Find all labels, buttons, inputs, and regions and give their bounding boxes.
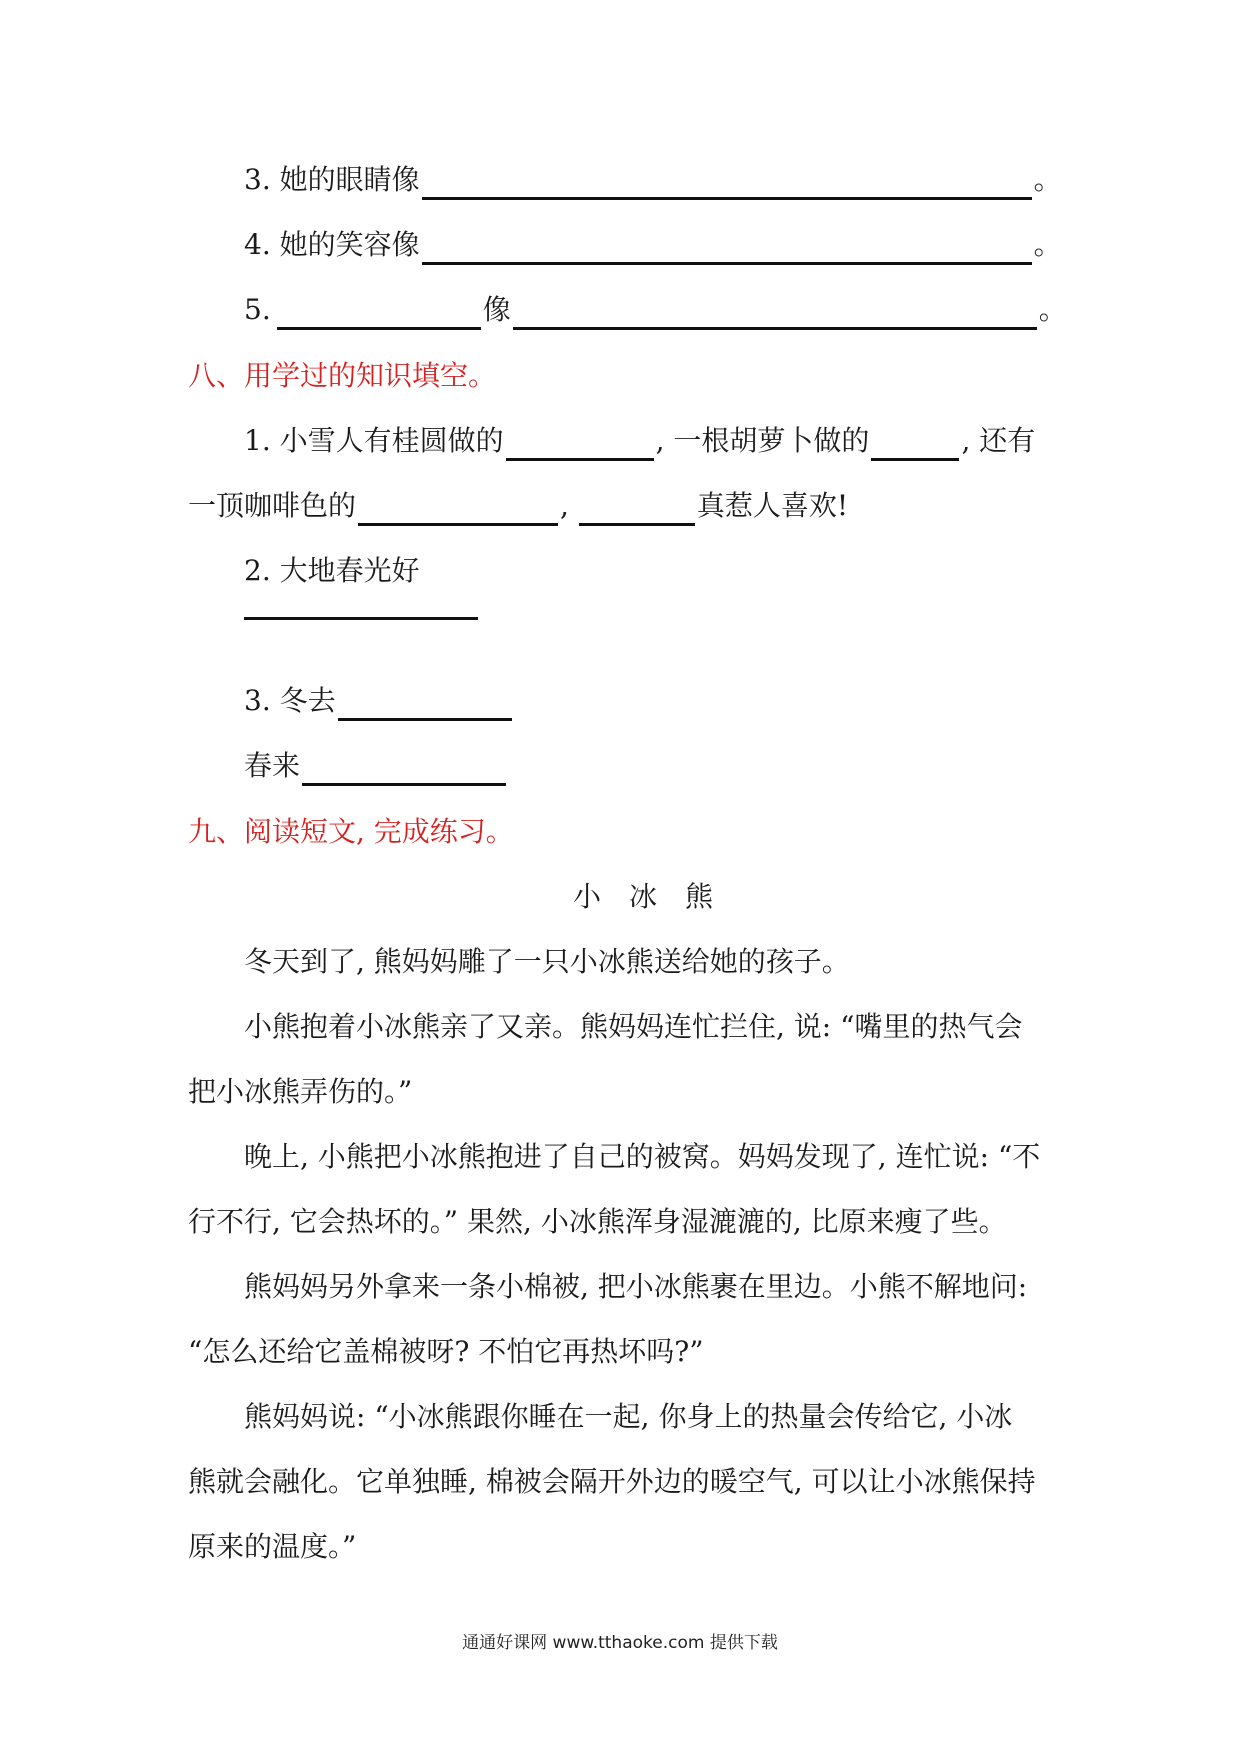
q3-line1-text: 3. 冬去 bbox=[244, 684, 336, 717]
q1-blank-3[interactable] bbox=[358, 493, 558, 526]
item-5-blank-b[interactable] bbox=[513, 297, 1037, 330]
section-8-q2: 2. 大地春光好 bbox=[244, 554, 420, 587]
q1-blank-2[interactable] bbox=[871, 428, 959, 461]
story-p5-line3: 原来的温度。” bbox=[188, 1530, 357, 1563]
item-4 bbox=[244, 225, 1062, 265]
section-8-q3-line1 bbox=[244, 681, 514, 721]
story-p5-line2: 熊就会融化。它单独睡, 棉被会隔开外边的暖空气, 可以让小冰熊保持 bbox=[188, 1465, 1036, 1498]
q3-blank-2[interactable] bbox=[302, 753, 506, 786]
q1-part1: 1. 小雪人有桂圆做的 bbox=[244, 424, 504, 457]
q3-blank-1[interactable] bbox=[338, 688, 512, 721]
q3-line2-text: 春来 bbox=[244, 749, 301, 782]
story-p1: 冬天到了, 熊妈妈雕了一只小冰熊送给她的孩子。 bbox=[244, 945, 850, 978]
section-9-heading: 九、阅读短文, 完成练习。 bbox=[188, 815, 514, 848]
item-5-end: 。 bbox=[1038, 293, 1067, 326]
story-p3-line1: 晚上, 小熊把小冰熊抱进了自己的被窝。妈妈发现了, 连忙说: “不 bbox=[244, 1140, 1041, 1173]
story-p2-line1: 小熊抱着小冰熊亲了又亲。熊妈妈连忙拦住, 说: “嘴里的热气会 bbox=[244, 1010, 1023, 1043]
section-8-q1-line2 bbox=[188, 486, 848, 526]
item-5-mid: 像 bbox=[482, 293, 511, 326]
story-p4-line2: “怎么还给它盖棉被呀? 不怕它再热坏吗?” bbox=[188, 1335, 704, 1368]
section-8-q3-line2 bbox=[244, 746, 508, 786]
story-p2-line2: 把小冰熊弄伤的。” bbox=[188, 1075, 413, 1108]
item-3-prefix: 3. 她的眼睛像 bbox=[244, 163, 420, 196]
section-8-q1-line1 bbox=[244, 421, 1035, 461]
item-3-blank[interactable] bbox=[422, 167, 1032, 200]
q1-part2: , 一根胡萝卜做的 bbox=[655, 424, 870, 457]
q1-blank-1[interactable] bbox=[506, 428, 654, 461]
q1-part3: , 还有 bbox=[961, 424, 1036, 457]
item-3-end: 。 bbox=[1033, 163, 1062, 196]
page-footer: 通通好课网 www.tthaoke.com 提供下载 bbox=[462, 1633, 778, 1653]
item-4-blank[interactable] bbox=[422, 232, 1032, 265]
story-title: 小 冰 熊 bbox=[573, 880, 714, 913]
item-4-end: 。 bbox=[1033, 228, 1062, 261]
story-p5-line1: 熊妈妈说: “小冰熊跟你睡在一起, 你身上的热量会传给它, 小冰 bbox=[244, 1400, 1013, 1433]
item-5-num: 5. bbox=[244, 293, 271, 326]
section-8-heading: 八、用学过的知识填空。 bbox=[188, 359, 497, 392]
q1-part4: 一顶咖啡色的 bbox=[188, 489, 357, 522]
item-5-blank-a[interactable] bbox=[277, 297, 481, 330]
q1-blank-4[interactable] bbox=[579, 493, 695, 526]
q2-answer-blank[interactable] bbox=[244, 617, 478, 620]
q1-part5: , bbox=[560, 489, 569, 522]
story-p3-line2: 行不行, 它会热坏的。” 果然, 小冰熊浑身湿漉漉的, 比原来瘦了些。 bbox=[188, 1205, 1007, 1238]
story-p4-line1: 熊妈妈另外拿来一条小棉被, 把小冰熊裹在里边。小熊不解地问: bbox=[244, 1270, 1028, 1303]
item-4-prefix: 4. 她的笑容像 bbox=[244, 228, 420, 261]
item-5 bbox=[244, 290, 1067, 330]
item-3 bbox=[244, 160, 1062, 200]
q1-part6: 真惹人喜欢! bbox=[696, 489, 849, 522]
